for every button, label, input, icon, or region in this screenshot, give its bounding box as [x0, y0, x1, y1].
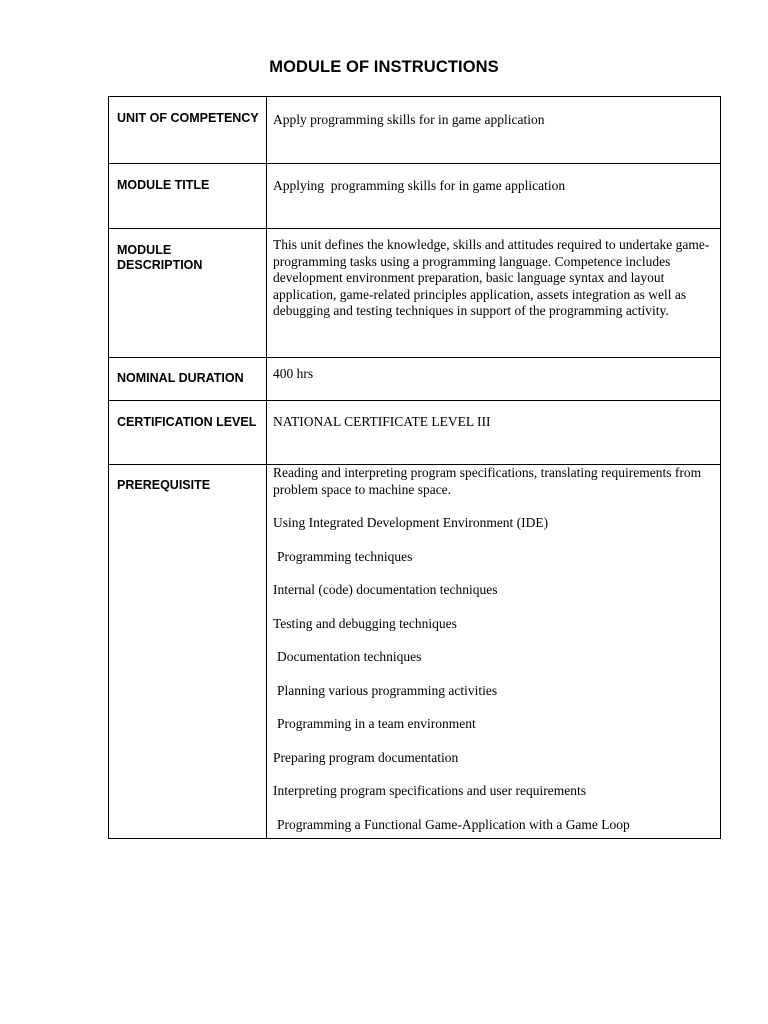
row-label: CERTIFICATION LEVEL [109, 401, 267, 465]
prerequisite-list-cell [267, 465, 721, 839]
list-item: Planning various programming activities [277, 682, 498, 698]
table-row-prerequisite [109, 465, 721, 839]
list-item: Preparing program documentation [273, 749, 459, 765]
row-label: UNIT OF COMPETENCY [109, 97, 267, 164]
prerequisite-list [273, 465, 714, 833]
row-label: PREREQUISITE [109, 465, 267, 839]
row-value: Applying programming skills for in game application [267, 164, 721, 229]
module-table [108, 96, 721, 839]
row-value: This unit defines the knowledge, skills and attitudes required to undertake game-programming tasks using a programming language. Competence includes development environment preparation, basic language syntax and layout application, game-related principles application, assets integration as well as debugging and testing techniques in support of the programming activity. [267, 229, 721, 358]
table-row-module-description [109, 229, 721, 358]
row-value: Apply programming skills for in game application [267, 97, 721, 164]
row-value: NATIONAL CERTIFICATE LEVEL III [267, 401, 721, 465]
row-label: MODULE TITLE [109, 164, 267, 229]
page-title: MODULE OF INSTRUCTIONS [269, 58, 499, 76]
list-item: Using Integrated Development Environment (IDE) [273, 515, 549, 530]
table-row-module-title [109, 164, 721, 229]
list-item: Programming a Functional Game-Application with a Game Loop [277, 816, 630, 832]
table-row-unit-of-competency [109, 97, 721, 164]
list-item: Documentation techniques [277, 649, 422, 664]
table-row-certification-level [109, 401, 721, 465]
row-label: NOMINAL DURATION [109, 358, 267, 401]
table-row-nominal-duration [109, 358, 721, 401]
list-item: Testing and debugging techniques [273, 615, 457, 631]
list-item: Programming in a team environment [277, 716, 476, 731]
row-label: MODULE DESCRIPTION [109, 229, 267, 358]
list-item: Reading and interpreting program specifications, translating requirements from problem space to machine space. [273, 465, 702, 497]
row-value: 400 hrs [267, 358, 721, 401]
list-item: Interpreting program specifications and user requirements [273, 783, 587, 798]
list-item: Internal (code) documentation techniques [273, 582, 498, 597]
list-item: Programming techniques [277, 548, 413, 564]
